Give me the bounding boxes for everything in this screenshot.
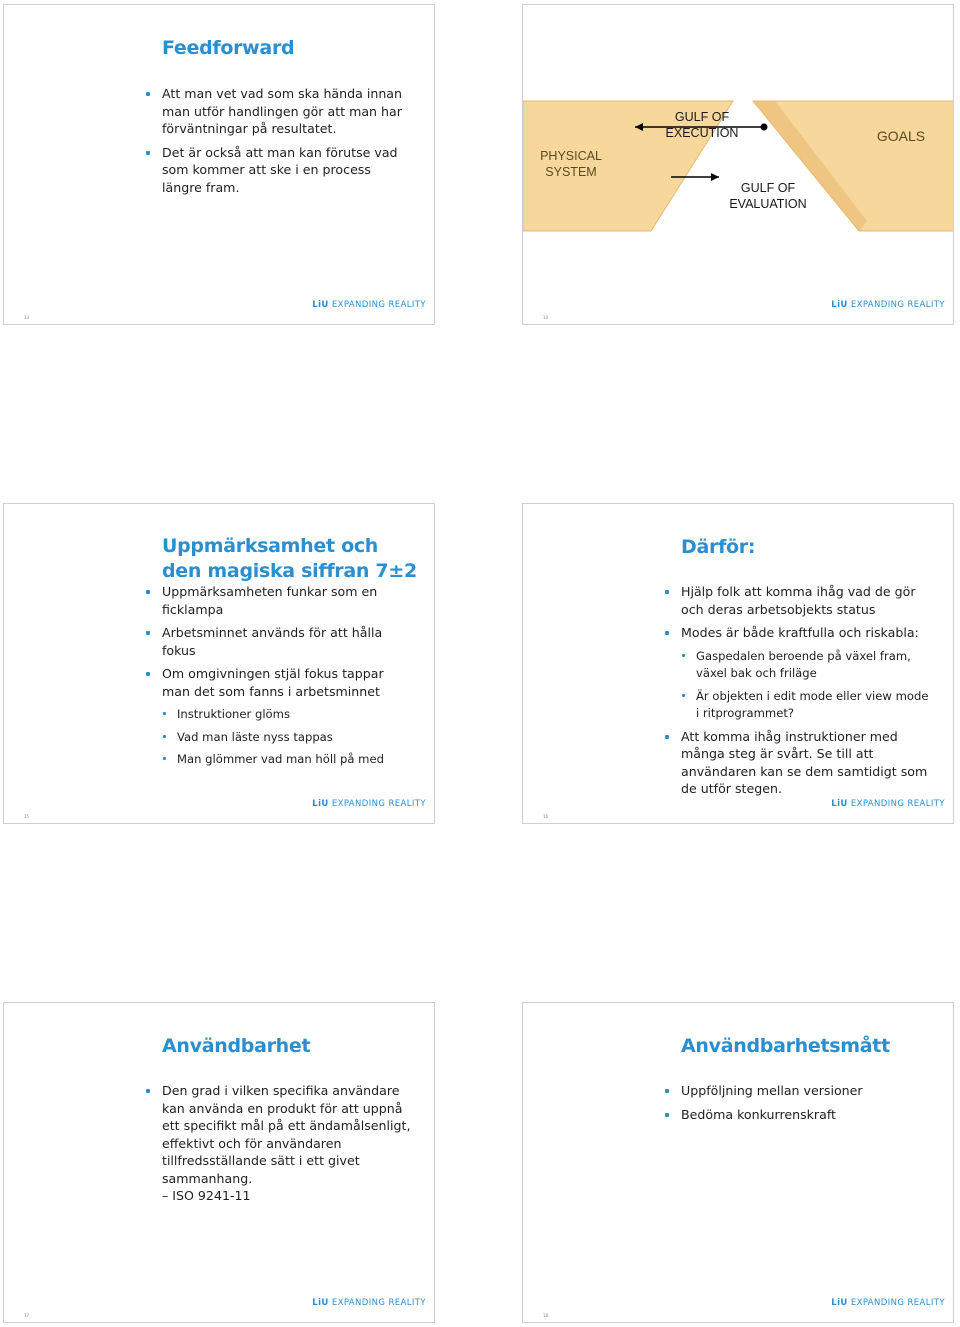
gulf-evaluation-label: GULF OF — [740, 181, 796, 195]
title-line: Uppmärksamhet och — [162, 535, 379, 557]
liu-logo: LiU EXPANDING REALITY — [312, 300, 426, 310]
bullet-item: Att man vet vad som ska hända innan man utför handlingen gör att man har förväntningar på resultatet. — [162, 85, 412, 138]
slide-title — [162, 534, 417, 584]
slide-title: Därför: — [681, 536, 756, 558]
slide-number: 16 — [543, 814, 549, 819]
slide-13 — [3, 4, 435, 325]
sub-bullet-item: Är objekten i edit mode eller view mode i ritprogrammet? — [696, 688, 931, 723]
slide-title: Feedforward — [162, 37, 295, 59]
bullet-item: Om omgivningen stjäl fokus tappar man det som fanns i arbetsminnet — [162, 665, 412, 700]
bullet-item: Den grad i vilken specifika användare kan använda en produkt för att uppnå ett specifikt mål på ett ändamålsenligt, effektivt och för användaren tillfredsställande sätt i ett givet sammanhang. — [162, 1083, 411, 1186]
execution-arrow-dot — [761, 124, 768, 131]
goals-label: GOALS — [876, 128, 926, 144]
bullet-list — [162, 85, 412, 202]
bullet-item: Att komma ihåg instruktioner med många steg är svårt. Se till att användaren kan se dem samtidigt som de utför stegen. — [681, 728, 931, 798]
title-line: den magiska siffran 7±2 — [162, 560, 417, 582]
gulf-execution-label-2: EXECUTION — [665, 126, 739, 140]
slide-14 — [522, 4, 954, 325]
bullet-item: Hjälp folk att komma ihåg vad de gör och deras arbetsobjekts status — [681, 583, 931, 618]
physical-system-label: PHYSICAL — [540, 149, 602, 163]
bullet-item: Det är också att man kan förutse vad som kommer att ske i en process längre fram. — [162, 144, 412, 197]
liu-logo: LiU EXPANDING REALITY — [312, 1298, 426, 1308]
gulf-execution-label: GULF OF — [674, 110, 730, 124]
slide-18 — [522, 1002, 954, 1323]
slide-title: Användbarhet — [162, 1035, 311, 1057]
slide-15 — [3, 503, 435, 824]
bullet-item: Bedöma konkurrenskraft — [681, 1106, 931, 1124]
slide-16 — [522, 503, 954, 824]
bullet-item: Modes är både kraftfulla och riskabla: — [681, 624, 931, 642]
liu-logo: LiU EXPANDING REALITY — [312, 799, 426, 809]
liu-logo: LiU EXPANDING REALITY — [831, 1298, 945, 1308]
bullet-list — [162, 1082, 412, 1211]
bullet-list — [681, 583, 931, 804]
bullet-list — [162, 583, 412, 774]
bullet-list — [681, 1082, 931, 1129]
sub-bullet-item: Instruktioner glöms — [177, 706, 412, 724]
slide-17 — [3, 1002, 435, 1323]
slide-title: Användbarhetsmått — [681, 1035, 890, 1057]
slide-number: 17 — [24, 1313, 30, 1318]
bullet-item: Uppmärksamheten funkar som en ficklampa — [162, 583, 412, 618]
sub-bullet-item: Gaspedalen beroende på växel fram, växel bak och friläge — [696, 648, 931, 683]
bullet-item: Uppföljning mellan versioner — [681, 1082, 931, 1100]
sub-bullet-item: Vad man läste nyss tappas — [177, 729, 412, 747]
sub-bullet-item: Man glömmer vad man höll på med — [177, 751, 412, 769]
gulf-diagram — [523, 5, 954, 325]
slide-number: 15 — [24, 814, 30, 819]
citation: – ISO 9241-11 — [162, 1188, 251, 1203]
liu-logo: LiU EXPANDING REALITY — [831, 799, 945, 809]
bullet-item: Arbetsminnet används för att hålla fokus — [162, 624, 412, 659]
gulf-evaluation-label-2: EVALUATION — [729, 197, 807, 211]
physical-system-label-2: SYSTEM — [545, 165, 597, 179]
evaluation-arrowhead — [711, 173, 719, 181]
liu-logo: LiU EXPANDING REALITY — [831, 300, 945, 310]
slide-number: 14 — [543, 315, 549, 320]
slide-number: 13 — [24, 315, 30, 320]
slide-number: 18 — [543, 1313, 549, 1318]
